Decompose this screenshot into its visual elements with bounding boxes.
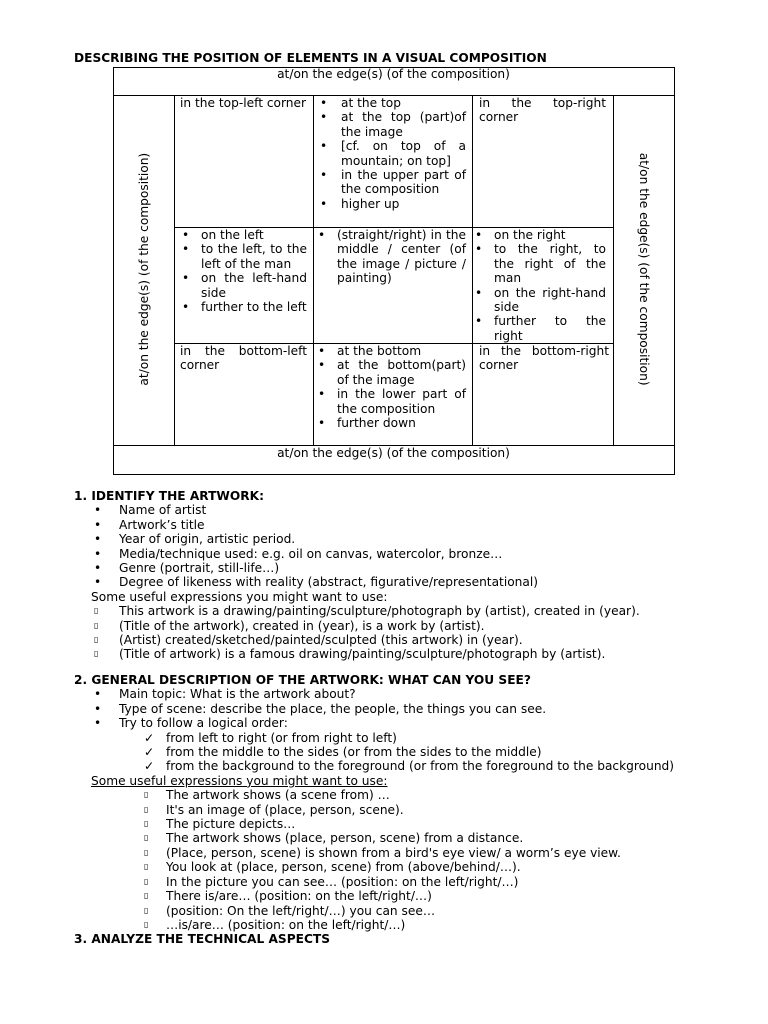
edge-left-label: at/on the edge(s) (of the composition) — [136, 152, 151, 386]
list-item: • at the bottom — [313, 344, 466, 358]
section-heading: 1. IDENTIFY THE ARTWORK: — [74, 489, 264, 503]
check-item: ✓ from the middle to the sides (or from the sides to the middle) — [74, 745, 682, 759]
cell-middle-center — [313, 228, 466, 286]
bullet-item: • Degree of likeness with reality (abstract, figurative/representational) — [74, 575, 684, 589]
edge-bottom-label: at/on the edge(s) (of the composition) — [277, 446, 510, 460]
list-item: • to the right, to the right of the man — [470, 242, 606, 285]
page-title: DESCRIBING THE POSITION OF ELEMENTS IN A VISUAL COMPOSITION — [74, 51, 547, 65]
cell-top-right: in the top-right corner — [479, 96, 606, 125]
list-item: • at the top — [313, 96, 466, 110]
section-heading: 2. GENERAL DESCRIPTION OF THE ARTWORK: WHAT CAN YOU SEE? — [74, 673, 531, 687]
expression-item: ▯ (Place, person, scene) is shown from a bird's eye view/ a worm’s eye view. — [74, 846, 682, 860]
section-heading-technical: 3. ANALYZE THE TECHNICAL ASPECTS — [74, 932, 331, 947]
list-item: • on the right-hand side — [470, 286, 606, 315]
list-item: • on the left — [177, 228, 307, 242]
list-item: • at the top (part)of the image — [313, 110, 466, 139]
expression-item: ▯ The artwork shows (place, person, scene) from a distance. — [74, 831, 682, 845]
cell-bottom-left: in the bottom-left corner — [180, 344, 307, 373]
expression-item: ▯ In the picture you can see… (position: on the left/right/…) — [74, 875, 682, 889]
list-item: • at the bottom(part) of the image — [313, 358, 466, 387]
list-item: • (straight/right) in the middle / center (of the image / picture / painting) — [313, 228, 466, 286]
expression-item: ▯ (Title of artwork) is a famous drawing/painting/sculpture/photograph by (artist). — [74, 647, 684, 661]
list-item: • to the left, to the left of the man — [177, 242, 307, 271]
list-item: • in the upper part of the composition — [313, 168, 466, 197]
list-item: • on the left-hand side — [177, 271, 307, 300]
bullet-item: • Main topic: What is the artwork about? — [74, 687, 682, 701]
expression-item: ▯ (Title of the artwork), created in (year), is a work by (artist). — [74, 619, 684, 633]
section-identify-artwork — [74, 489, 684, 662]
expressions-intro: Some useful expressions you might want to use: — [91, 589, 388, 604]
expressions-intro: Some useful expressions you might want to use: — [91, 773, 388, 788]
expression-item: ▯ The artwork shows (a scene from) … — [74, 788, 682, 802]
bullet-item: • Name of artist — [74, 503, 684, 517]
section-general-description — [74, 673, 682, 947]
expression-item: ▯ It's an image of (place, person, scene). — [74, 803, 682, 817]
list-item: • on the right — [470, 228, 606, 242]
cell-bottom-right: in the bottom-right corner — [479, 344, 609, 373]
bullet-item: • Media/technique used: e.g. oil on canvas, watercolor, bronze… — [74, 547, 684, 561]
check-item: ✓ from the background to the foreground (or from the foreground to the background) — [74, 759, 682, 773]
bullet-item: • Year of origin, artistic period. — [74, 532, 684, 546]
expression-item: ▯ The picture depicts… — [74, 817, 682, 831]
check-item: ✓ from left to right (or from right to left) — [74, 731, 682, 745]
cell-middle-left — [177, 228, 307, 314]
expression-item: ▯ This artwork is a drawing/painting/sculpture/photograph by (artist), created in (year). — [74, 604, 684, 618]
bullet-item: • Genre (portrait, still-life…) — [74, 561, 684, 575]
list-item: • higher up — [313, 197, 466, 211]
cell-top-left: in the top-left corner — [180, 96, 307, 110]
list-item: • [cf. on top of a mountain; on top] — [313, 139, 466, 168]
cell-bottom-center — [313, 344, 466, 430]
expression-item: ▯ There is/are… (position: on the left/right/…) — [74, 889, 682, 903]
list-item: • further to the right — [470, 314, 606, 343]
cell-middle-right — [470, 228, 606, 343]
cell-top-center — [313, 96, 466, 211]
edge-top-label: at/on the edge(s) (of the composition) — [277, 67, 510, 81]
expression-item: ▯ You look at (place, person, scene) from (above/behind/…). — [74, 860, 682, 874]
bullet-item: • Type of scene: describe the place, the people, the things you can see. — [74, 702, 682, 716]
expression-item: ▯ …is/are… (position: on the left/right/…) — [74, 918, 682, 932]
bullet-item: • Try to follow a logical order: — [74, 716, 682, 730]
list-item: • further to the left — [177, 300, 307, 314]
expression-item: ▯ (Artist) created/sketched/painted/sculpted (this artwork) in (year). — [74, 633, 684, 647]
expression-item: ▯ (position: On the left/right/…) you can see… — [74, 904, 682, 918]
bullet-item: • Artwork’s title — [74, 518, 684, 532]
list-item: • in the lower part of the composition — [313, 387, 466, 416]
list-item: • further down — [313, 416, 466, 430]
edge-right-label: at/on the edge(s) (of the composition) — [637, 152, 652, 386]
